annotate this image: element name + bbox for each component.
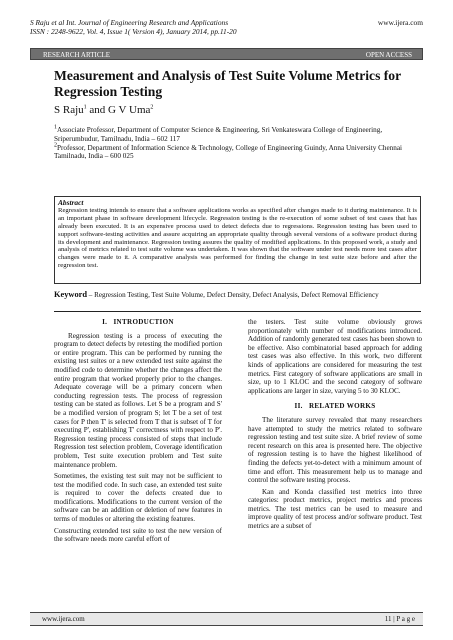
open-access-label: OPEN ACCESS xyxy=(365,51,412,59)
header-url[interactable]: www.ijera.com xyxy=(377,18,423,27)
section-2-title: RELATED WORKS xyxy=(308,402,376,411)
affiliation-1-text: Associate Professor, Department of Computer Science & Engineering, Sri Venkateswara College of Engineering, Sriperumbudur, Tamilnadu, India – 602 117 xyxy=(54,126,383,143)
section-2-number: II. xyxy=(294,402,303,411)
affiliation-1 xyxy=(54,126,421,144)
related-works-heading xyxy=(248,402,422,411)
author-2-sup: 2 xyxy=(150,104,154,111)
section-1-number: I. xyxy=(102,318,108,326)
related-paragraph-2: Kan and Konda classified test metrics into three categories: product metrics, project metrics and process metrics. The test metrics can be used to measure and improve quality of test process and/or software product. Test metrics are a subset of xyxy=(248,487,422,531)
author-2: and G V Uma xyxy=(86,104,151,116)
introduction-heading xyxy=(54,318,222,327)
section-1-title: INTRODUCTION xyxy=(113,318,174,326)
abstract-heading: Abstract xyxy=(58,198,84,207)
citation-line-1: S Raju et al Int. Journal of Engineering Research and Applications xyxy=(30,18,229,27)
affiliation-2-text: Professor, Department of Information Science & Technology, College of Engineering Guindy, Anna University Chennai Tamilnadu, India – 600 025 xyxy=(54,143,403,161)
page-number: 11 | P a g e xyxy=(384,615,415,623)
affiliation-1-sup: 1 xyxy=(54,124,57,131)
footer-url[interactable]: www.ijera.com xyxy=(42,615,85,623)
intro-paragraph-3: Constructing extended test suite to test the new version of the software needs more careful effort of xyxy=(54,526,222,544)
research-article-label: RESEARCH ARTICLE xyxy=(43,51,111,59)
affiliation-2-sup: 2 xyxy=(54,142,57,149)
keyword-text: – Regression Testing, Test Suite Volume, Defect Density, Defect Analysis, Defect Removal Efficiency xyxy=(87,291,379,299)
intro-paragraph-4: the testers. Test suite volume obviously grows proportionately with number of modifications introduced. Addition of randomly generated test cases has been shown to be effective. Also combinatorial based approach for adding test cases was also effective. In this work, two different kinds of applications are considered for measuring the test metrics. First category of software applications are small in size, up to 1 KLOC and the second category of software applications are larger in size, varying 5 to 30 KLOC. xyxy=(248,318,422,395)
section-divider xyxy=(54,311,421,312)
running-header xyxy=(30,18,423,37)
intro-paragraph-2: Sometimes, the existing test suit may not be sufficient to test the modified code. In such case, an extended test suite is required to cover the defects created due to modifications. Modifications to the current version of the software can be an addition or deletion of new features in terms of modules or altering the existing features. xyxy=(54,472,222,524)
keyword-heading: Keyword xyxy=(54,290,88,299)
author-1: S Raju xyxy=(54,104,84,116)
citation-line-2: ISSN : 2248-9622, Vol. 4, Issue 1( Version 4), January 2014, pp.11-20 xyxy=(30,27,237,37)
author-list xyxy=(54,104,153,117)
abstract-box xyxy=(54,196,421,284)
left-column xyxy=(54,318,222,547)
article-type-banner xyxy=(30,48,423,60)
paper-title: Measurement and Analysis of Test Suite Volume Metrics for Regression Testing xyxy=(54,68,401,99)
right-column xyxy=(248,318,422,534)
page-footer xyxy=(30,612,423,626)
author-1-sup: 1 xyxy=(83,104,87,111)
related-paragraph-1: The literature survey revealed that many researchers have attempted to study the metrics related to software regression testing and test suite size. A brief review of some recent research on this area is presented here. The objective of regression testing is to have the highest likelihood of finding the defects yet-to-detect with a minimum amount of time and effort. This measurement help us to manage and control the software testing process. xyxy=(248,415,422,485)
affiliations xyxy=(54,126,421,161)
affiliation-2 xyxy=(54,144,421,162)
intro-paragraph-1: Regression testing is a process of executing the program to detect defects by retesting the modified portion or entire program. This can be performed by running the existing test suites or a new extended test suite against the modified code to determine whether the changes affect the entire program that worked properly prior to the changes. Adequate coverage will be a primary concern when conducting regression tests. The process of regression testing can be stated as follows. Let S be a program and S' be a modified version of program S; let T be a set of test cases for P then T' is selected from T that is subset of T for executing P', establishing T' correctness with respect to P'. Regression testing process consisted of steps that include Regression test selection problem, Coverage identification problem, Test suite execution problem and Test suite maintenance problem. xyxy=(54,331,222,469)
keywords xyxy=(54,291,421,299)
abstract-text: Regression testing intends to ensure that a software applications works as specified after changes made to it during maintenance. It is an important phase in software development lifecycle. Regression testing is the re-execution of some subset of test cases that has already been executed. It is an expensive process used to detect defects due to regressions. Regression testing has been used to support software-testing activities and assure acquiring an appropriate quality through several versions of a software product during its development and maintenance. Regression testing assures the quality of modified applications. In this proposed work, a study and analysis of metrics related to test suite volume was undertaken. It was shown that the software under test needs more test cases after changes were made to it. A comparative analysis was performed for finding the change in test suite size before and after the regression test. xyxy=(58,206,417,270)
